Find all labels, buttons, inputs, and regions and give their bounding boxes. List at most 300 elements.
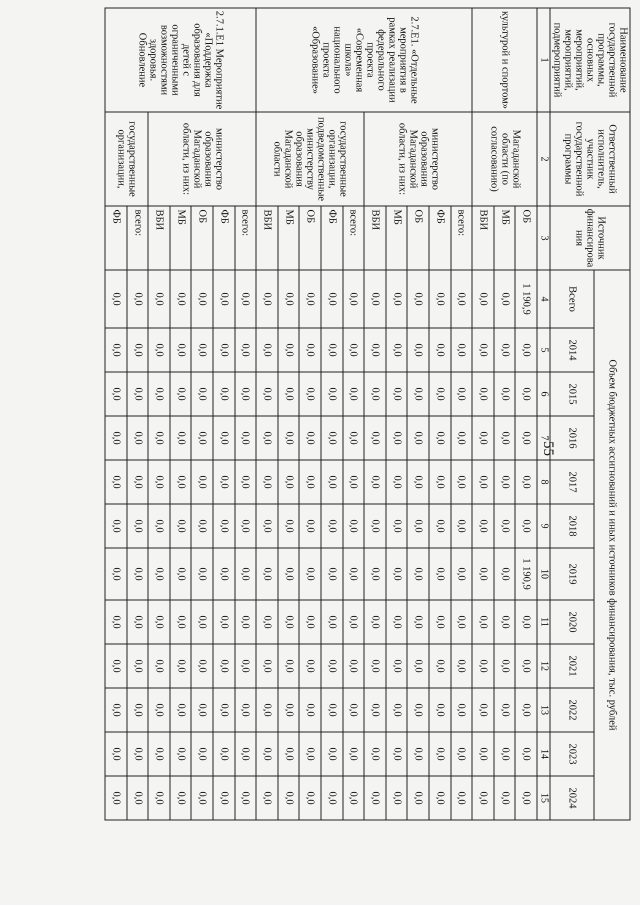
value-cell: 0,0 <box>213 600 235 644</box>
total-cell: 0,0 <box>192 270 214 328</box>
index-cell: 12 <box>537 644 550 688</box>
value-cell: 0,0 <box>299 416 321 460</box>
value-cell: 0,0 <box>472 548 494 600</box>
value-cell: 0,0 <box>429 776 451 820</box>
value-cell: 0,0 <box>235 776 257 820</box>
value-cell: 0,0 <box>213 416 235 460</box>
value-cell: 0,0 <box>364 504 386 548</box>
header-year: 2017 <box>550 460 594 504</box>
value-cell: 0,0 <box>494 372 516 416</box>
value-cell: 0,0 <box>407 460 429 504</box>
value-cell: 0,0 <box>192 328 214 372</box>
value-cell: 0,0 <box>148 600 170 644</box>
value-cell: 0,0 <box>386 416 408 460</box>
value-cell: 0,0 <box>451 644 473 688</box>
source-cell: МБ <box>170 206 192 270</box>
source-cell: ОБ <box>407 206 429 270</box>
value-cell: 0,0 <box>343 548 365 600</box>
total-cell: 0,0 <box>472 270 494 328</box>
source-cell: МБ <box>494 206 516 270</box>
value-cell: 0,0 <box>515 732 537 776</box>
value-cell: 0,0 <box>235 328 257 372</box>
source-cell: всего: <box>127 206 149 270</box>
value-cell: 0,0 <box>278 504 300 548</box>
value-cell: 0,0 <box>213 776 235 820</box>
index-cell: 13 <box>537 688 550 732</box>
value-cell: 0,0 <box>494 548 516 600</box>
value-cell: 0,0 <box>494 644 516 688</box>
value-cell: 0,0 <box>407 776 429 820</box>
value-cell: 0,0 <box>343 600 365 644</box>
value-cell: 0,0 <box>321 460 343 504</box>
value-cell: 0,0 <box>148 776 170 820</box>
source-cell: ФБ <box>429 206 451 270</box>
value-cell: 0,0 <box>472 644 494 688</box>
value-cell: 0,0 <box>386 776 408 820</box>
value-cell: 0,0 <box>256 776 278 820</box>
value-cell: 0,0 <box>105 776 127 820</box>
value-cell: 0,0 <box>213 548 235 600</box>
value-cell: 0,0 <box>170 504 192 548</box>
value-cell: 0,0 <box>515 600 537 644</box>
value-cell: 0,0 <box>386 372 408 416</box>
total-cell: 0,0 <box>386 270 408 328</box>
index-cell: 3 <box>537 206 550 270</box>
executor-cell: министерство образования Магаданской области, из них: <box>148 112 256 206</box>
header-year: 2015 <box>550 372 594 416</box>
value-cell: 0,0 <box>451 504 473 548</box>
source-cell: ФБ <box>213 206 235 270</box>
value-cell: 0,0 <box>343 372 365 416</box>
total-cell: 0,0 <box>364 270 386 328</box>
value-cell: 0,0 <box>299 688 321 732</box>
value-cell: 0,0 <box>235 372 257 416</box>
table-row <box>127 8 149 820</box>
value-cell: 0,0 <box>256 644 278 688</box>
activity-name: 2.7.Е1. «Отдельные мероприятия в рамках реализации федерального проекта «Современная школа» национального проекта «Образование» <box>256 8 472 112</box>
value-cell: 0,0 <box>386 460 408 504</box>
value-cell: 0,0 <box>299 732 321 776</box>
value-cell: 0,0 <box>451 600 473 644</box>
table-row <box>515 8 537 820</box>
value-cell: 0,0 <box>451 688 473 732</box>
value-cell: 0,0 <box>364 776 386 820</box>
value-cell: 0,0 <box>148 548 170 600</box>
value-cell: 0,0 <box>127 548 149 600</box>
value-cell: 0,0 <box>192 460 214 504</box>
value-cell: 0,0 <box>278 688 300 732</box>
value-cell: 0,0 <box>105 504 127 548</box>
index-cell: 2 <box>537 112 550 206</box>
index-cell: 10 <box>537 548 550 600</box>
total-cell: 0,0 <box>321 270 343 328</box>
value-cell: 0,0 <box>213 372 235 416</box>
page-number: 55 <box>540 441 556 456</box>
value-cell: 0,0 <box>429 548 451 600</box>
source-cell: ОБ <box>515 206 537 270</box>
header-total: Всего <box>550 270 594 328</box>
value-cell: 0,0 <box>364 600 386 644</box>
value-cell: 1 190,9 <box>515 548 537 600</box>
activity-name: культурой и спортом» <box>472 8 537 112</box>
value-cell: 0,0 <box>278 416 300 460</box>
value-cell: 0,0 <box>407 504 429 548</box>
value-cell: 0,0 <box>407 416 429 460</box>
total-cell: 0,0 <box>148 270 170 328</box>
value-cell: 0,0 <box>494 732 516 776</box>
value-cell: 0,0 <box>451 732 473 776</box>
value-cell: 0,0 <box>343 732 365 776</box>
value-cell: 0,0 <box>386 732 408 776</box>
value-cell: 0,0 <box>321 600 343 644</box>
index-row <box>537 8 550 820</box>
value-cell: 0,0 <box>429 600 451 644</box>
source-cell: ВБИ <box>148 206 170 270</box>
value-cell: 0,0 <box>256 504 278 548</box>
value-cell: 0,0 <box>256 688 278 732</box>
value-cell: 0,0 <box>299 600 321 644</box>
value-cell: 0,0 <box>170 776 192 820</box>
value-cell: 0,0 <box>127 688 149 732</box>
value-cell: 0,0 <box>299 548 321 600</box>
value-cell: 0,0 <box>170 460 192 504</box>
value-cell: 0,0 <box>321 732 343 776</box>
header-volume: Объем бюджетных ассигнований и иных источников финансирования, тыс. рублей <box>594 270 630 820</box>
value-cell: 0,0 <box>256 372 278 416</box>
value-cell: 0,0 <box>343 460 365 504</box>
value-cell: 0,0 <box>105 372 127 416</box>
value-cell: 0,0 <box>407 548 429 600</box>
value-cell: 0,0 <box>429 644 451 688</box>
value-cell: 0,0 <box>386 644 408 688</box>
value-cell: 0,0 <box>429 460 451 504</box>
value-cell: 0,0 <box>407 600 429 644</box>
value-cell: 0,0 <box>515 372 537 416</box>
value-cell: 0,0 <box>364 372 386 416</box>
value-cell: 0,0 <box>407 732 429 776</box>
total-cell: 0,0 <box>213 270 235 328</box>
value-cell: 0,0 <box>256 732 278 776</box>
index-cell: 6 <box>537 372 550 416</box>
value-cell: 0,0 <box>321 416 343 460</box>
source-cell: всего: <box>343 206 365 270</box>
value-cell: 0,0 <box>278 372 300 416</box>
total-cell: 0,0 <box>127 270 149 328</box>
value-cell: 0,0 <box>192 372 214 416</box>
value-cell: 0,0 <box>407 372 429 416</box>
value-cell: 0,0 <box>170 328 192 372</box>
value-cell: 0,0 <box>407 328 429 372</box>
value-cell: 0,0 <box>407 644 429 688</box>
value-cell: 0,0 <box>235 688 257 732</box>
value-cell: 0,0 <box>127 776 149 820</box>
header-year: 2018 <box>550 504 594 548</box>
value-cell: 0,0 <box>170 416 192 460</box>
value-cell: 0,0 <box>472 416 494 460</box>
value-cell: 0,0 <box>451 416 473 460</box>
value-cell: 0,0 <box>451 548 473 600</box>
value-cell: 0,0 <box>148 644 170 688</box>
source-cell: ВБИ <box>472 206 494 270</box>
value-cell: 0,0 <box>472 504 494 548</box>
value-cell: 0,0 <box>127 504 149 548</box>
value-cell: 0,0 <box>451 372 473 416</box>
value-cell: 0,0 <box>429 416 451 460</box>
index-cell: 11 <box>537 600 550 644</box>
value-cell: 0,0 <box>127 644 149 688</box>
index-cell: 1 <box>537 8 550 112</box>
table-row <box>235 8 257 820</box>
value-cell: 0,0 <box>148 460 170 504</box>
source-cell: ФБ <box>105 206 127 270</box>
value-cell: 0,0 <box>429 328 451 372</box>
value-cell: 0,0 <box>299 504 321 548</box>
value-cell: 0,0 <box>256 460 278 504</box>
value-cell: 0,0 <box>343 416 365 460</box>
value-cell: 0,0 <box>494 416 516 460</box>
executor-cell: Магаданской области (по согласованию) <box>472 112 537 206</box>
value-cell: 0,0 <box>192 600 214 644</box>
index-cell: 8 <box>537 460 550 504</box>
value-cell: 0,0 <box>407 688 429 732</box>
value-cell: 0,0 <box>494 504 516 548</box>
executor-cell: государственные организации, <box>105 112 148 206</box>
total-cell: 1 190,9 <box>515 270 537 328</box>
value-cell: 0,0 <box>127 416 149 460</box>
value-cell: 0,0 <box>105 688 127 732</box>
executor-cell: министерство образования Магаданской области, из них: <box>364 112 472 206</box>
value-cell: 0,0 <box>343 328 365 372</box>
header-year: 2024 <box>550 776 594 820</box>
value-cell: 0,0 <box>429 732 451 776</box>
value-cell: 0,0 <box>235 548 257 600</box>
value-cell: 0,0 <box>256 600 278 644</box>
value-cell: 0,0 <box>170 688 192 732</box>
value-cell: 0,0 <box>105 548 127 600</box>
value-cell: 0,0 <box>170 600 192 644</box>
value-cell: 0,0 <box>192 776 214 820</box>
index-cell: 4 <box>537 270 550 328</box>
value-cell: 0,0 <box>321 328 343 372</box>
value-cell: 0,0 <box>278 600 300 644</box>
header-source: Источник финансирова ния <box>550 206 630 270</box>
value-cell: 0,0 <box>299 460 321 504</box>
value-cell: 0,0 <box>192 688 214 732</box>
value-cell: 0,0 <box>278 548 300 600</box>
source-cell: МБ <box>278 206 300 270</box>
value-cell: 0,0 <box>127 328 149 372</box>
value-cell: 0,0 <box>192 732 214 776</box>
value-cell: 0,0 <box>321 776 343 820</box>
value-cell: 0,0 <box>429 504 451 548</box>
source-cell: всего: <box>451 206 473 270</box>
value-cell: 0,0 <box>515 504 537 548</box>
total-cell: 0,0 <box>343 270 365 328</box>
value-cell: 0,0 <box>364 688 386 732</box>
value-cell: 0,0 <box>213 732 235 776</box>
header-year: 2016 <box>550 416 594 460</box>
value-cell: 0,0 <box>127 600 149 644</box>
value-cell: 0,0 <box>321 504 343 548</box>
value-cell: 0,0 <box>515 644 537 688</box>
value-cell: 0,0 <box>148 688 170 732</box>
value-cell: 0,0 <box>386 548 408 600</box>
value-cell: 0,0 <box>386 600 408 644</box>
value-cell: 0,0 <box>105 732 127 776</box>
value-cell: 0,0 <box>127 732 149 776</box>
total-cell: 0,0 <box>256 270 278 328</box>
total-cell: 0,0 <box>278 270 300 328</box>
value-cell: 0,0 <box>494 776 516 820</box>
index-cell: 7 <box>537 416 550 460</box>
source-cell: ОБ <box>192 206 214 270</box>
value-cell: 0,0 <box>321 548 343 600</box>
value-cell: 0,0 <box>299 776 321 820</box>
value-cell: 0,0 <box>127 460 149 504</box>
value-cell: 0,0 <box>364 328 386 372</box>
value-cell: 0,0 <box>494 328 516 372</box>
value-cell: 0,0 <box>256 328 278 372</box>
index-cell: 15 <box>537 776 550 820</box>
value-cell: 0,0 <box>472 372 494 416</box>
value-cell: 0,0 <box>343 644 365 688</box>
value-cell: 0,0 <box>515 460 537 504</box>
value-cell: 0,0 <box>148 416 170 460</box>
value-cell: 0,0 <box>105 328 127 372</box>
value-cell: 0,0 <box>278 328 300 372</box>
header-year: 2021 <box>550 644 594 688</box>
index-cell: 9 <box>537 504 550 548</box>
value-cell: 0,0 <box>343 776 365 820</box>
value-cell: 0,0 <box>148 504 170 548</box>
value-cell: 0,0 <box>472 460 494 504</box>
value-cell: 0,0 <box>515 328 537 372</box>
executor-cell: государственные организации, подведомственные министерству образования Магаданской области <box>256 112 364 206</box>
budget-table <box>105 8 631 821</box>
value-cell: 0,0 <box>235 732 257 776</box>
value-cell: 0,0 <box>278 644 300 688</box>
value-cell: 0,0 <box>105 460 127 504</box>
value-cell: 0,0 <box>364 732 386 776</box>
value-cell: 0,0 <box>213 460 235 504</box>
total-cell: 0,0 <box>494 270 516 328</box>
rotated-page <box>58 8 631 820</box>
header-year: 2022 <box>550 688 594 732</box>
value-cell: 0,0 <box>343 504 365 548</box>
value-cell: 0,0 <box>451 328 473 372</box>
value-cell: 0,0 <box>472 328 494 372</box>
value-cell: 0,0 <box>278 732 300 776</box>
value-cell: 0,0 <box>256 548 278 600</box>
value-cell: 0,0 <box>148 328 170 372</box>
source-cell: ФБ <box>321 206 343 270</box>
value-cell: 0,0 <box>213 688 235 732</box>
value-cell: 0,0 <box>235 460 257 504</box>
value-cell: 0,0 <box>127 372 149 416</box>
value-cell: 0,0 <box>494 460 516 504</box>
value-cell: 0,0 <box>299 372 321 416</box>
value-cell: 0,0 <box>213 328 235 372</box>
value-cell: 0,0 <box>515 776 537 820</box>
value-cell: 0,0 <box>170 548 192 600</box>
header-year: 2014 <box>550 328 594 372</box>
source-cell: ОБ <box>299 206 321 270</box>
value-cell: 0,0 <box>321 688 343 732</box>
value-cell: 0,0 <box>299 328 321 372</box>
value-cell: 0,0 <box>472 732 494 776</box>
value-cell: 0,0 <box>213 504 235 548</box>
header-executor: Ответственный исполнитель, участник государственной программы <box>550 112 630 206</box>
value-cell: 0,0 <box>256 416 278 460</box>
value-cell: 0,0 <box>148 732 170 776</box>
value-cell: 0,0 <box>105 644 127 688</box>
total-cell: 0,0 <box>299 270 321 328</box>
value-cell: 0,0 <box>213 644 235 688</box>
value-cell: 0,0 <box>235 504 257 548</box>
header-year: 2023 <box>550 732 594 776</box>
value-cell: 0,0 <box>386 504 408 548</box>
value-cell: 0,0 <box>278 776 300 820</box>
value-cell: 0,0 <box>235 644 257 688</box>
value-cell: 0,0 <box>278 460 300 504</box>
value-cell: 0,0 <box>105 416 127 460</box>
total-cell: 0,0 <box>235 270 257 328</box>
value-cell: 0,0 <box>494 600 516 644</box>
total-cell: 0,0 <box>170 270 192 328</box>
index-cell: 5 <box>537 328 550 372</box>
value-cell: 0,0 <box>235 416 257 460</box>
value-cell: 0,0 <box>170 732 192 776</box>
value-cell: 0,0 <box>472 600 494 644</box>
source-cell: МБ <box>386 206 408 270</box>
value-cell: 0,0 <box>192 504 214 548</box>
header-year: 2019 <box>550 548 594 600</box>
value-cell: 0,0 <box>321 372 343 416</box>
source-cell: ВБИ <box>256 206 278 270</box>
total-cell: 0,0 <box>105 270 127 328</box>
value-cell: 0,0 <box>299 644 321 688</box>
total-cell: 0,0 <box>407 270 429 328</box>
value-cell: 0,0 <box>148 372 170 416</box>
table-row <box>343 8 365 820</box>
value-cell: 0,0 <box>192 548 214 600</box>
value-cell: 0,0 <box>451 776 473 820</box>
value-cell: 0,0 <box>105 600 127 644</box>
value-cell: 0,0 <box>472 776 494 820</box>
value-cell: 0,0 <box>472 688 494 732</box>
total-cell: 0,0 <box>429 270 451 328</box>
value-cell: 0,0 <box>235 600 257 644</box>
value-cell: 0,0 <box>321 644 343 688</box>
header-year: 2020 <box>550 600 594 644</box>
value-cell: 0,0 <box>364 644 386 688</box>
source-cell: ВБИ <box>364 206 386 270</box>
value-cell: 0,0 <box>386 328 408 372</box>
value-cell: 0,0 <box>364 416 386 460</box>
value-cell: 0,0 <box>515 688 537 732</box>
value-cell: 0,0 <box>364 548 386 600</box>
value-cell: 0,0 <box>170 644 192 688</box>
value-cell: 0,0 <box>429 372 451 416</box>
table-row <box>451 8 473 820</box>
value-cell: 0,0 <box>451 460 473 504</box>
value-cell: 0,0 <box>192 416 214 460</box>
value-cell: 0,0 <box>386 688 408 732</box>
total-cell: 0,0 <box>451 270 473 328</box>
value-cell: 0,0 <box>515 416 537 460</box>
value-cell: 0,0 <box>343 688 365 732</box>
value-cell: 0,0 <box>364 460 386 504</box>
